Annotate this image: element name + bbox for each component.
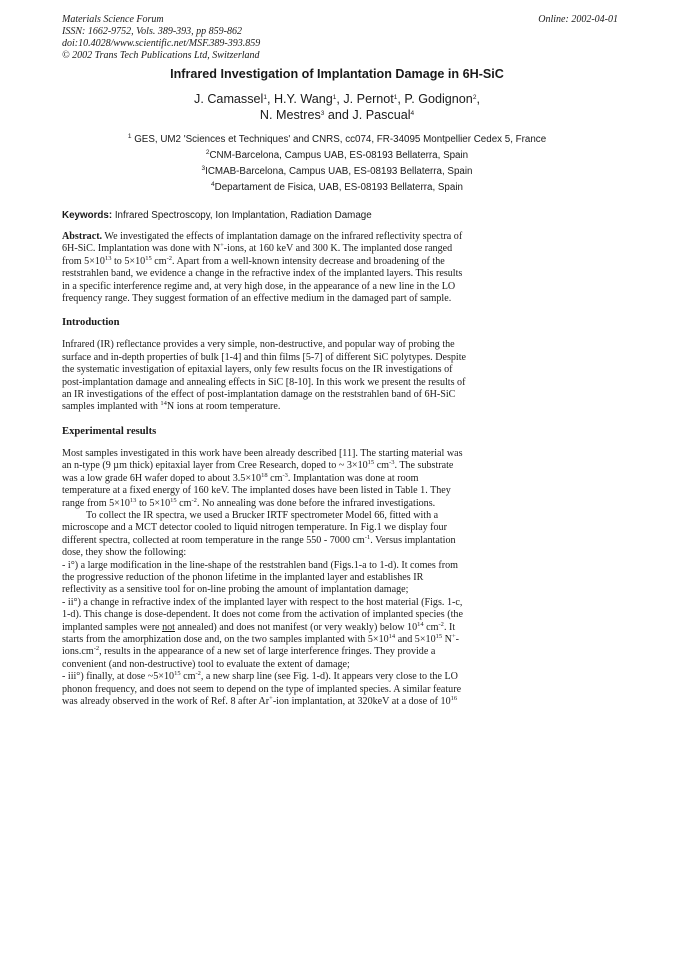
superscript: 15 [170,496,177,504]
affiliation-number: 4 [211,181,215,188]
author-affil-sup: 3 [320,110,325,117]
section-heading-experimental: Experimental results [62,425,157,437]
text-run: cm [176,497,192,509]
issn-line: ISSN: 1662-9752, Vols. 389-393, pp 859-862 [62,26,242,37]
text-run: was a low grade 6H wafer doped to about 3.5×10 [62,472,262,484]
text-line: the progressive reduction of the phonon lifetime in the implanted layer and establishes IR [62,571,424,583]
experimental-paragraph-2 [62,510,612,709]
text-line: dose, they show the following: [62,547,187,559]
author-line-2 [62,107,612,123]
text-line: Infrared (IR) reflectance provides a very simple, non-destructive, and popular way of probing the [62,339,455,351]
superscript: -2 [438,620,444,628]
text-run: to 5×10 [111,255,146,267]
text-run: . Apart from a well-known intensity decrease and broadening of the [172,255,445,267]
superscript: 14 [417,620,424,628]
text-run: starts from the amorphization dose and, on the two samples implanted with 5×10 [62,633,389,645]
text-run: . It [443,621,456,633]
abstract-line: reststrahlen band, we evidence a change in the refractive index of the implanted layers. This results [62,268,463,280]
introduction-paragraph [62,339,612,413]
text-line [62,460,612,472]
affiliation-text: GES, UM2 'Sciences et Techniques' and CNRS, cc074, FR-34095 Montpellier Cedex 5, France [134,134,547,145]
author-name: , J. Pernot [336,92,394,106]
superscript: -3 [389,459,395,467]
text-line: Most samples investigated in this work have been already described [11]. The starting material was [62,447,463,459]
superscript: 15 [367,459,375,467]
author-name: and J. Pascual [324,108,411,122]
author-name: J. Camassel [194,92,264,106]
text-line [62,634,612,646]
affiliation-number: 2 [205,149,210,156]
abstract-label: Abstract. [62,231,103,242]
text-line: - i°) a large modification in the line-shape of the reststrahlen band (Figs.1-a to 1-d). It comes from [62,559,458,571]
journal-name: Materials Science Forum [62,14,164,25]
superscript: 15 [174,670,181,678]
affiliation [62,148,612,164]
doi-line: doi:10.4028/www.scientific.net/MSF.389-393.859 [62,38,261,49]
abstract-line: in a specific interference regime and, at very high dose, in the appearance of a new line in the LO [62,280,456,292]
text-line: the systematic investigation of epitaxial layers, only few results focus on the IR investigations of [62,364,453,376]
affiliation-number: 1 [127,133,132,140]
paper-title: Infrared Investigation of Implantation Damage in 6H-SiC [170,67,504,81]
text-run: . Implantation was done at room [287,472,419,484]
keywords-label: Keywords: [62,210,113,221]
text-run: -ion implantation, at 320keV at a dose of 10 [272,696,451,707]
text-line [62,696,612,708]
text-run: . The substrate [394,460,454,472]
text-run: ions.cm [62,646,94,658]
author-affil-sup: 2 [472,94,477,101]
affiliation-text: CNM-Barcelona, Campus UAB, ES-08193 Bellaterra, Spain [209,150,469,161]
abstract [62,231,612,305]
text-run: , results in the appearance of a new set of large interference fringes. They provide a [99,646,436,658]
text-line [62,671,612,683]
underlined-word: not [162,621,175,633]
text-run: cm [267,472,283,484]
author-name: , P. Godignon [397,92,473,106]
superscript: + [269,695,273,702]
superscript: 14 [388,632,396,640]
abstract-line [62,231,612,243]
superscript: + [220,242,224,250]
keywords [62,210,612,221]
text-line: temperature at a fixed energy of 160 keV. The implanted doses have been listed in Table 1. They [62,485,451,497]
superscript: + [451,632,456,640]
author-name: , H.Y. Wang [266,92,333,106]
text-run: from 5×10 [62,255,105,267]
superscript: 14 [160,400,167,408]
author-list [62,91,612,123]
text-line: post-implantation damage and annealing effects in SiC [8-10]. In this work we present the results of [62,376,466,388]
superscript: -3 [282,471,288,479]
text-run: range from 5×10 [62,497,130,509]
affiliation-text: ICMAB-Barcelona, Campus UAB, ES-08193 Bellaterra, Spain [205,166,473,177]
text-line: an IR investigations of the effect of post-implantation damage on the reststrahlen band of 6H-SiC [62,389,456,401]
text-run: 6H-SiC. Implantation was done with N [62,243,221,255]
text-run: samples implanted with [62,401,161,413]
superscript: -2 [166,254,172,262]
superscript: 18 [261,471,268,479]
text-run: cm [151,255,167,267]
superscript: 15 [435,632,443,640]
text-run: cm [423,621,439,633]
text-line [62,646,612,658]
author-line-1 [62,91,612,107]
superscript: 15 [145,254,152,262]
text-run: to 5×10 [136,497,171,509]
text-run: and 5×10 [395,633,436,645]
text-run: cm [180,671,196,683]
author-separator: , [476,92,480,106]
text-line: surface and in-depth properties of bulk [1-4] and thin films [5-7] of different SiC polytypes. Despite [62,351,467,363]
journal-header [62,14,618,62]
text-line: microscope and a MCT detector cooled to liquid nitrogen temperature. In Fig.1 we display four [62,522,447,534]
affiliation [62,164,612,180]
text-run: . Versus implantation [370,534,456,546]
text-run: cm [374,460,390,472]
text-line [62,535,612,547]
superscript: 16 [450,695,458,702]
text-run: We investigated the effects of implantation damage on the infrared reflectivity spectra of [102,231,463,242]
text-line: reflectivity as a sensitive tool for on-line probing the amount of implantation damage; [62,584,409,596]
author-affil-sup: 4 [410,110,415,117]
text-run: -ions, at 160 keV and 300 K. The implanted dose ranged [223,243,453,255]
text-line [62,473,612,485]
experimental-paragraph-1 [62,448,612,510]
superscript: -2 [191,496,197,504]
text-line [62,401,612,413]
text-run: an n-type (9 µm thick) epitaxial layer from Cree Research, doped to ~ 3×10 [62,460,368,472]
text-line: convenient (and non-destructive) tool to evaluate the extent of damage; [62,658,350,670]
affiliation [62,132,612,148]
text-run: . No annealing was done before the infrared investigations. [196,497,436,509]
copyright-line: © 2002 Trans Tech Publications Ltd, Switzerland [62,50,260,61]
superscript: 13 [104,254,112,262]
keywords-text: Infrared Spectroscopy, Ion Implantation, Radiation Damage [112,210,372,221]
author-name: N. Mestres [259,108,321,122]
abstract-line: frequency range. They suggest formation of an effective medium in the damaged part of sample. [62,293,452,305]
text-run: - iii°) finally, at dose ~5×10 [62,671,175,683]
text-run: N ions at room temperature. [166,401,281,413]
text-line: - ii°) a change in refractive index of the implanted layer with respect to the host material (Figs. 1-c, [62,596,463,608]
online-date: Online: 2002-04-01 [538,14,618,25]
text-run: annealed) and does not manifest (or very weakly) below 10 [174,621,418,633]
superscript: -2 [195,670,201,678]
text-run: was already observed in the work of Ref. 8 after Ar [62,696,270,707]
affiliation-list [62,132,612,196]
text-line [62,622,612,634]
author-affil-sup: 1 [393,94,398,101]
author-affil-sup: 1 [263,94,267,101]
text-line: phonon frequency, and does not seem to depend on the type of implanted species. A similar feature [62,683,462,695]
affiliation-number: 3 [201,165,206,172]
superscript: 13 [129,496,137,504]
text-run: N [442,633,452,645]
author-affil-sup: 1 [332,94,337,101]
section-heading-introduction: Introduction [62,317,120,329]
text-line: 1-d). This change is dose-dependent. It does not come from the activation of implanted species (the [62,609,463,621]
affiliation-text: Departament de Fisica, UAB, ES-08193 Bellaterra, Spain [214,182,463,193]
text-run: - [455,633,460,645]
text-run: , a new sharp line (see Fig. 1-d). It appears very close to the LO [200,671,458,683]
superscript: -1 [364,533,371,541]
text-run: implanted samples were [62,621,163,633]
superscript: -2 [93,645,100,653]
text-line: To collect the IR spectra, we used a Brucker IRTF spectrometer Model 66, fitted with a [86,509,439,521]
text-line [62,498,612,510]
affiliation [62,180,612,196]
text-run: different spectra, collected at room temperature in the range 550 - 7000 cm [62,534,365,546]
abstract-line [62,256,612,268]
